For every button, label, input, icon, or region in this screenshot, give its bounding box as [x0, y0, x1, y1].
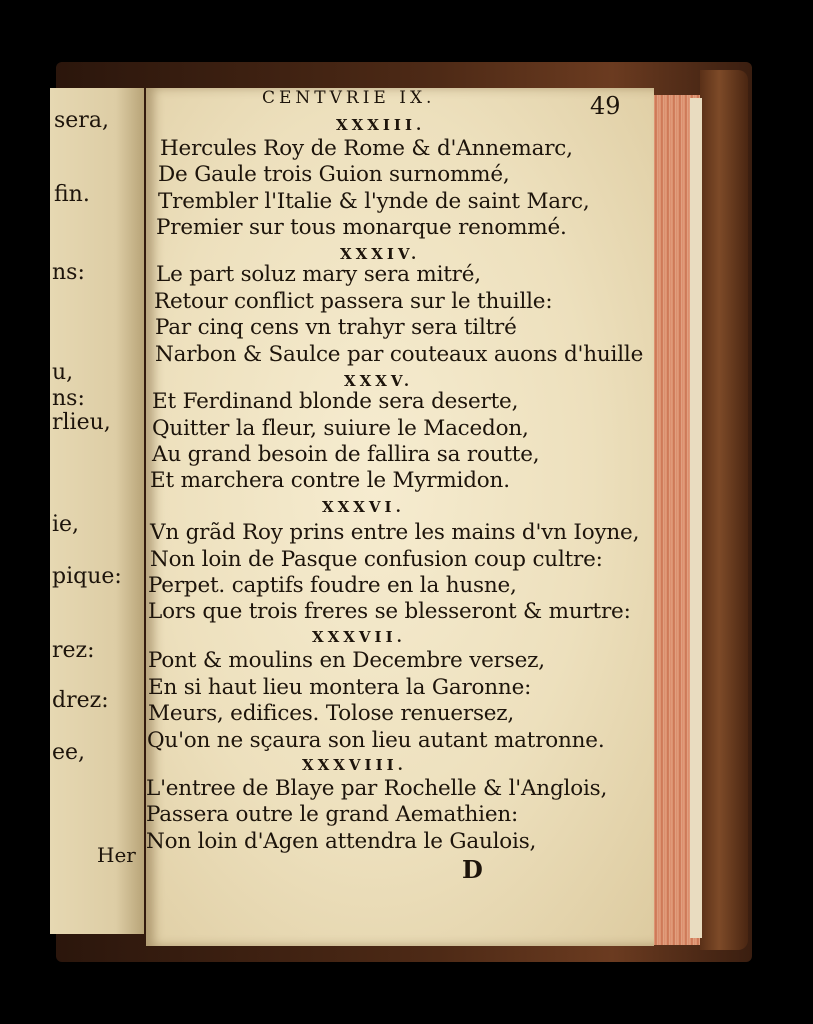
quatrain-number: XXXVII. — [312, 628, 406, 646]
verse-line: Le part soluz mary sera mitré, — [156, 262, 481, 287]
verse-line: Non loin d'Agen attendra le Gaulois, — [146, 829, 537, 854]
verse-line: Et Ferdinand blonde sera deserte, — [152, 389, 519, 414]
left-page-fragment: fin. — [54, 182, 90, 207]
verse-line: Trembler l'Italie & l'ynde de saint Marc, — [158, 189, 590, 214]
verse-line: Quitter la fleur, suiure le Macedon, — [152, 416, 529, 441]
signature-mark: D — [462, 855, 483, 884]
verse-line: Pont & moulins en Decembre versez, — [148, 648, 545, 673]
verse-line: Lors que trois freres se blesseront & murtre: — [148, 599, 631, 624]
page-edges-inner — [690, 98, 702, 938]
left-page — [50, 88, 144, 934]
left-page-fragment: ns: — [52, 386, 85, 411]
quatrain-number: XXXVI. — [322, 498, 405, 516]
verse-line: Vn grãd Roy prins entre les mains d'vn Ioyne, — [150, 520, 640, 545]
verse-line: Non loin de Pasque confusion coup cultre: — [150, 547, 603, 572]
verse-line: Au grand besoin de fallira sa routte, — [152, 442, 540, 467]
verse-line: Narbon & Saulce par couteaux auons d'huille — [155, 342, 644, 367]
left-page-fragment: pique: — [52, 564, 122, 589]
quatrain-number: XXXV. — [344, 372, 414, 390]
verse-line: Perpet. captifs foudre en la husne, — [148, 573, 517, 598]
verse-line: Premier sur tous monarque renommé. — [156, 215, 567, 240]
verse-line: De Gaule trois Guion surnommé, — [158, 162, 510, 187]
left-page-fragment: rlieu, — [52, 410, 111, 435]
verse-line: En si haut lieu montera la Garonne: — [148, 675, 532, 700]
quatrain-number: XXXIV. — [340, 245, 421, 263]
left-page-fragment: ns: — [52, 260, 85, 285]
verse-line: Qu'on ne sçaura son lieu autant matronne. — [147, 728, 605, 753]
page-number: 49 — [590, 92, 621, 120]
left-page-fragment: sera, — [54, 108, 109, 133]
left-page-fragment: rez: — [52, 638, 95, 663]
left-page-fragment: ee, — [52, 740, 86, 765]
running-title: CENTVRIE IX. — [262, 88, 436, 108]
left-page-catchword: Her — [97, 843, 136, 867]
verse-line: Par cinq cens vn trahyr sera tiltré — [155, 315, 517, 340]
verse-line: Retour conflict passera sur le thuille: — [154, 289, 553, 314]
quatrain-number: XXXIII. — [336, 116, 426, 134]
verse-line: Passera outre le grand Aemathien: — [146, 802, 519, 827]
verse-line: Et marchera contre le Myrmidon. — [150, 468, 510, 493]
quatrain-number: XXXVIII. — [302, 756, 407, 774]
book-binding-edge — [700, 70, 748, 950]
left-page-fragment: drez: — [52, 688, 109, 713]
left-page-fragment: ie, — [52, 512, 80, 537]
left-page-fragment: u, — [52, 360, 74, 385]
verse-line: Meurs, edifices. Tolose renuersez, — [148, 701, 515, 726]
verse-line: Hercules Roy de Rome & d'Annemarc, — [160, 136, 573, 161]
verse-line: L'entree de Blaye par Rochelle & l'Anglois, — [146, 776, 608, 801]
